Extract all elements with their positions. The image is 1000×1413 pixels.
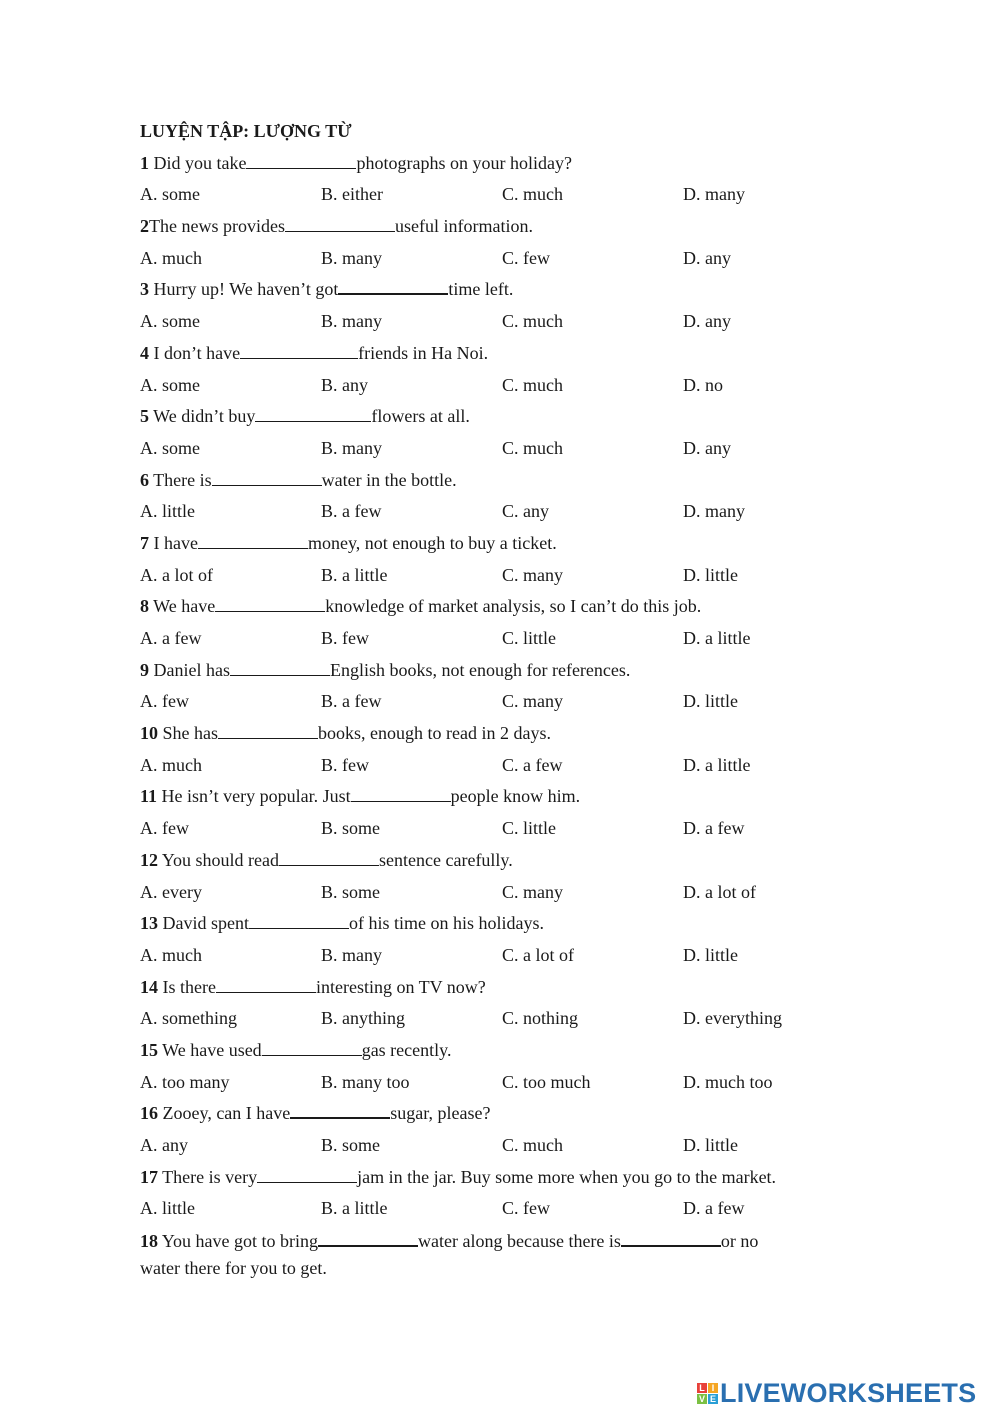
answer-option[interactable]: A. a lot of	[140, 564, 213, 585]
question-text: knowledge of market analysis, so I can’t do this job.	[325, 596, 702, 617]
question-text: photographs on your holiday?	[356, 152, 572, 173]
answer-option[interactable]: B. a few	[321, 501, 382, 522]
answer-option[interactable]: C. any	[502, 501, 549, 522]
logo-text: LIVEWORKSHEETS	[720, 1377, 977, 1408]
answer-option[interactable]: B. either	[321, 184, 383, 205]
answer-blank[interactable]	[240, 344, 358, 359]
logo-mark-icon	[697, 1383, 718, 1404]
answer-options	[140, 306, 860, 338]
answer-option[interactable]: D. a lot of	[683, 881, 756, 902]
answer-option[interactable]: B. few	[321, 628, 369, 648]
answer-option[interactable]: C. many	[502, 564, 563, 585]
worksheet-title: LUYỆN TẬP: LƯỢNG TỪ	[140, 121, 352, 141]
question-text: or no	[720, 1231, 759, 1252]
answer-option[interactable]: D. many	[683, 501, 745, 522]
question-text: Daniel has	[149, 659, 230, 680]
answer-options	[140, 1003, 860, 1035]
answer-option[interactable]: A. much	[140, 944, 202, 965]
answer-option[interactable]: A. much	[140, 247, 202, 268]
answer-option[interactable]: B. any	[321, 374, 368, 395]
question-text: English books, not enough for references.	[329, 659, 631, 680]
logo-mark-cell: E	[709, 1393, 716, 1404]
answer-option[interactable]: B. many too	[321, 1071, 410, 1092]
answer-option[interactable]: D. a few	[683, 1198, 745, 1219]
question-2	[140, 211, 860, 243]
question-6	[140, 465, 860, 497]
answer-option[interactable]: B. some	[321, 818, 381, 839]
question-text: of his time on his holidays.	[348, 913, 544, 934]
question-text: There is very	[158, 1166, 258, 1187]
question-number: 12	[140, 849, 158, 870]
answer-option[interactable]: D. many	[683, 184, 745, 205]
question-number: 14	[140, 976, 158, 997]
question-text: We have used	[158, 1039, 262, 1060]
question-number: 18	[140, 1231, 158, 1252]
answer-option[interactable]: D. any	[683, 311, 731, 332]
question-7	[140, 528, 860, 560]
answer-options	[140, 877, 860, 909]
answer-options	[140, 750, 860, 782]
answer-options	[140, 1067, 860, 1099]
question-number: 2	[140, 216, 149, 237]
question-number: 9	[140, 659, 149, 680]
answer-option[interactable]: A. few	[140, 818, 189, 839]
question-text: money, not enough to buy a ticket.	[307, 532, 557, 553]
question-11	[140, 781, 860, 813]
answer-option[interactable]: C. little	[502, 818, 556, 839]
answer-blank[interactable]	[198, 534, 308, 549]
answer-options	[140, 560, 860, 592]
answer-option[interactable]: B. many	[321, 311, 382, 332]
answer-option[interactable]: A. some	[140, 184, 200, 205]
answer-option[interactable]: C. little	[502, 628, 556, 648]
answer-option[interactable]: C. much	[502, 1135, 563, 1155]
answer-option[interactable]: A. too many	[140, 1071, 230, 1092]
question-13	[140, 908, 860, 940]
logo-mark-cell: I	[708, 1383, 718, 1393]
answer-option[interactable]: D. a few	[683, 818, 745, 839]
question-text: You have got to bring	[158, 1231, 319, 1252]
answer-options	[140, 433, 860, 465]
question-text: There is	[149, 469, 212, 490]
answer-option[interactable]: C. much	[502, 374, 563, 395]
answer-blank[interactable]	[290, 1103, 390, 1119]
question-text: Hurry up! We haven’t got	[149, 279, 339, 300]
question-number: 16	[140, 1103, 158, 1124]
answer-options	[140, 496, 860, 528]
answer-options	[140, 179, 860, 211]
question-text: Did you take	[149, 152, 247, 173]
answer-options	[140, 1193, 860, 1225]
answer-option[interactable]: C. few	[502, 1198, 550, 1219]
answer-blank[interactable]	[215, 597, 325, 612]
question-3	[140, 274, 860, 306]
answer-option[interactable]: A. something	[140, 1008, 237, 1029]
answer-option[interactable]: B. some	[321, 1135, 381, 1155]
answer-option[interactable]: B. some	[321, 881, 381, 902]
answer-options	[140, 623, 860, 655]
answer-blank[interactable]	[351, 787, 451, 802]
answer-blank[interactable]	[318, 1231, 418, 1247]
answer-option[interactable]: A. few	[140, 691, 189, 712]
answer-option[interactable]: A. any	[140, 1135, 188, 1155]
answer-option[interactable]: A. much	[140, 754, 202, 775]
question-text: time left.	[448, 279, 514, 300]
answer-blank[interactable]	[212, 471, 322, 486]
answer-option[interactable]: C. many	[502, 691, 563, 712]
answer-options	[140, 243, 860, 275]
answer-option[interactable]: C. much	[502, 184, 563, 205]
answer-option[interactable]: C. few	[502, 247, 550, 268]
answer-option[interactable]: D. little	[683, 944, 738, 965]
question-text: books, enough to read in 2 days.	[318, 723, 551, 744]
question-1	[140, 148, 860, 180]
question-text: water in the bottle.	[321, 469, 457, 490]
answer-option[interactable]: A. little	[140, 501, 195, 522]
question-text: sugar, please?	[390, 1103, 491, 1124]
question-9	[140, 655, 860, 687]
answer-blank[interactable]	[255, 407, 371, 422]
answer-option[interactable]: C. much	[502, 437, 563, 458]
question-list	[140, 148, 860, 1225]
question-text: I have	[149, 532, 198, 553]
question-8	[140, 591, 860, 623]
answer-blank[interactable]	[216, 978, 316, 993]
answer-option[interactable]: D. everything	[683, 1008, 782, 1029]
question-text: He isn’t very popular. Just	[157, 786, 351, 807]
answer-blank[interactable]	[338, 279, 448, 295]
logo-mark-cell: V	[698, 1393, 705, 1404]
question-15	[140, 1035, 860, 1067]
answer-blank[interactable]	[279, 851, 379, 866]
question-16	[140, 1098, 860, 1130]
answer-option[interactable]: C. a lot of	[502, 944, 574, 965]
answer-blank[interactable]	[249, 914, 349, 929]
answer-option[interactable]: B. anything	[321, 1008, 405, 1029]
answer-option[interactable]: D. little	[683, 691, 738, 712]
question-5	[140, 401, 860, 433]
question-text: I don’t have	[149, 342, 241, 363]
answer-option[interactable]: A. every	[140, 881, 202, 902]
question-text: useful information.	[394, 216, 533, 237]
answer-option[interactable]: B. many	[321, 944, 382, 965]
question-text: jam in the jar. Buy some more when you go to the market.	[357, 1166, 777, 1187]
answer-option[interactable]: B. a little	[321, 564, 388, 585]
answer-blank[interactable]	[285, 217, 395, 232]
answer-blank[interactable]	[218, 724, 318, 739]
question-number: 15	[140, 1039, 158, 1060]
question-text: water along because there is	[418, 1231, 621, 1252]
answer-option[interactable]: B. many	[321, 437, 382, 458]
liveworksheets-logo	[697, 1378, 976, 1408]
question-number: 8	[140, 596, 149, 617]
answer-option[interactable]: D. a little	[683, 628, 751, 648]
question-text: water there for you to get.	[140, 1258, 327, 1279]
question-14	[140, 972, 860, 1004]
answer-options	[140, 813, 860, 845]
question-number: 10	[140, 723, 158, 744]
question-18	[140, 1225, 840, 1279]
answer-option[interactable]: A. a few	[140, 628, 202, 648]
question-text: Is there	[158, 976, 216, 997]
question-text: We didn’t buy	[149, 406, 256, 427]
question-text: interesting on TV now?	[315, 976, 486, 997]
answer-options	[140, 686, 860, 718]
answer-option[interactable]: C. too much	[502, 1071, 591, 1092]
question-text: David spent	[158, 913, 249, 934]
question-number: 17	[140, 1166, 158, 1187]
question-12	[140, 845, 860, 877]
question-10	[140, 718, 860, 750]
answer-option[interactable]: D. any	[683, 437, 731, 458]
answer-options	[140, 940, 860, 972]
question-number: 7	[140, 532, 149, 553]
question-number: 6	[140, 469, 149, 490]
question-number: 13	[140, 913, 158, 934]
question-number: 5	[140, 406, 149, 427]
question-17	[140, 1162, 860, 1194]
answer-blank[interactable]	[262, 1041, 362, 1056]
answer-option[interactable]: A. some	[140, 374, 200, 395]
answer-option[interactable]: D. any	[683, 247, 731, 268]
question-number: 11	[140, 786, 158, 807]
answer-option[interactable]: A. little	[140, 1198, 195, 1219]
question-text: people know him.	[450, 786, 581, 807]
question-text: gas recently.	[361, 1039, 452, 1060]
question-4	[140, 338, 860, 370]
answer-option[interactable]: B. a few	[321, 691, 382, 712]
logo-mark-cell: L	[697, 1383, 707, 1393]
question-number: 1	[140, 152, 149, 173]
question-text: We have	[149, 596, 216, 617]
answer-option[interactable]: D. much too	[683, 1071, 773, 1092]
answer-blank[interactable]	[257, 1168, 357, 1183]
answer-option[interactable]: A. some	[140, 311, 200, 332]
answer-option[interactable]: D. little	[683, 1135, 738, 1155]
answer-blank[interactable]	[246, 154, 356, 169]
question-text: flowers at all.	[371, 406, 470, 427]
answer-option[interactable]: C. nothing	[502, 1008, 579, 1029]
answer-blank[interactable]	[621, 1231, 721, 1247]
question-number: 4	[140, 342, 149, 363]
worksheet	[140, 116, 860, 1279]
question-text: The news provides	[149, 216, 285, 237]
answer-option[interactable]: C. many	[502, 881, 563, 902]
answer-option[interactable]: C. a few	[502, 754, 563, 775]
answer-option[interactable]: A. some	[140, 437, 200, 458]
question-number: 3	[140, 279, 149, 300]
question-text: Zooey, can I have	[158, 1103, 291, 1124]
answer-option[interactable]: D. a little	[683, 754, 751, 775]
answer-option[interactable]: D. little	[683, 564, 738, 585]
question-text: friends in Ha Noi.	[358, 342, 489, 363]
question-text: You should read	[158, 849, 280, 870]
answer-option[interactable]: C. much	[502, 311, 563, 332]
answer-options	[140, 1130, 860, 1162]
answer-blank[interactable]	[230, 661, 330, 676]
question-text: She has	[158, 723, 218, 744]
answer-option[interactable]: D. no	[683, 374, 723, 395]
answer-option[interactable]: B. many	[321, 247, 382, 268]
answer-options	[140, 370, 860, 402]
answer-option[interactable]: B. few	[321, 754, 369, 775]
question-text: sentence carefully.	[379, 849, 513, 870]
answer-option[interactable]: B. a little	[321, 1198, 388, 1219]
